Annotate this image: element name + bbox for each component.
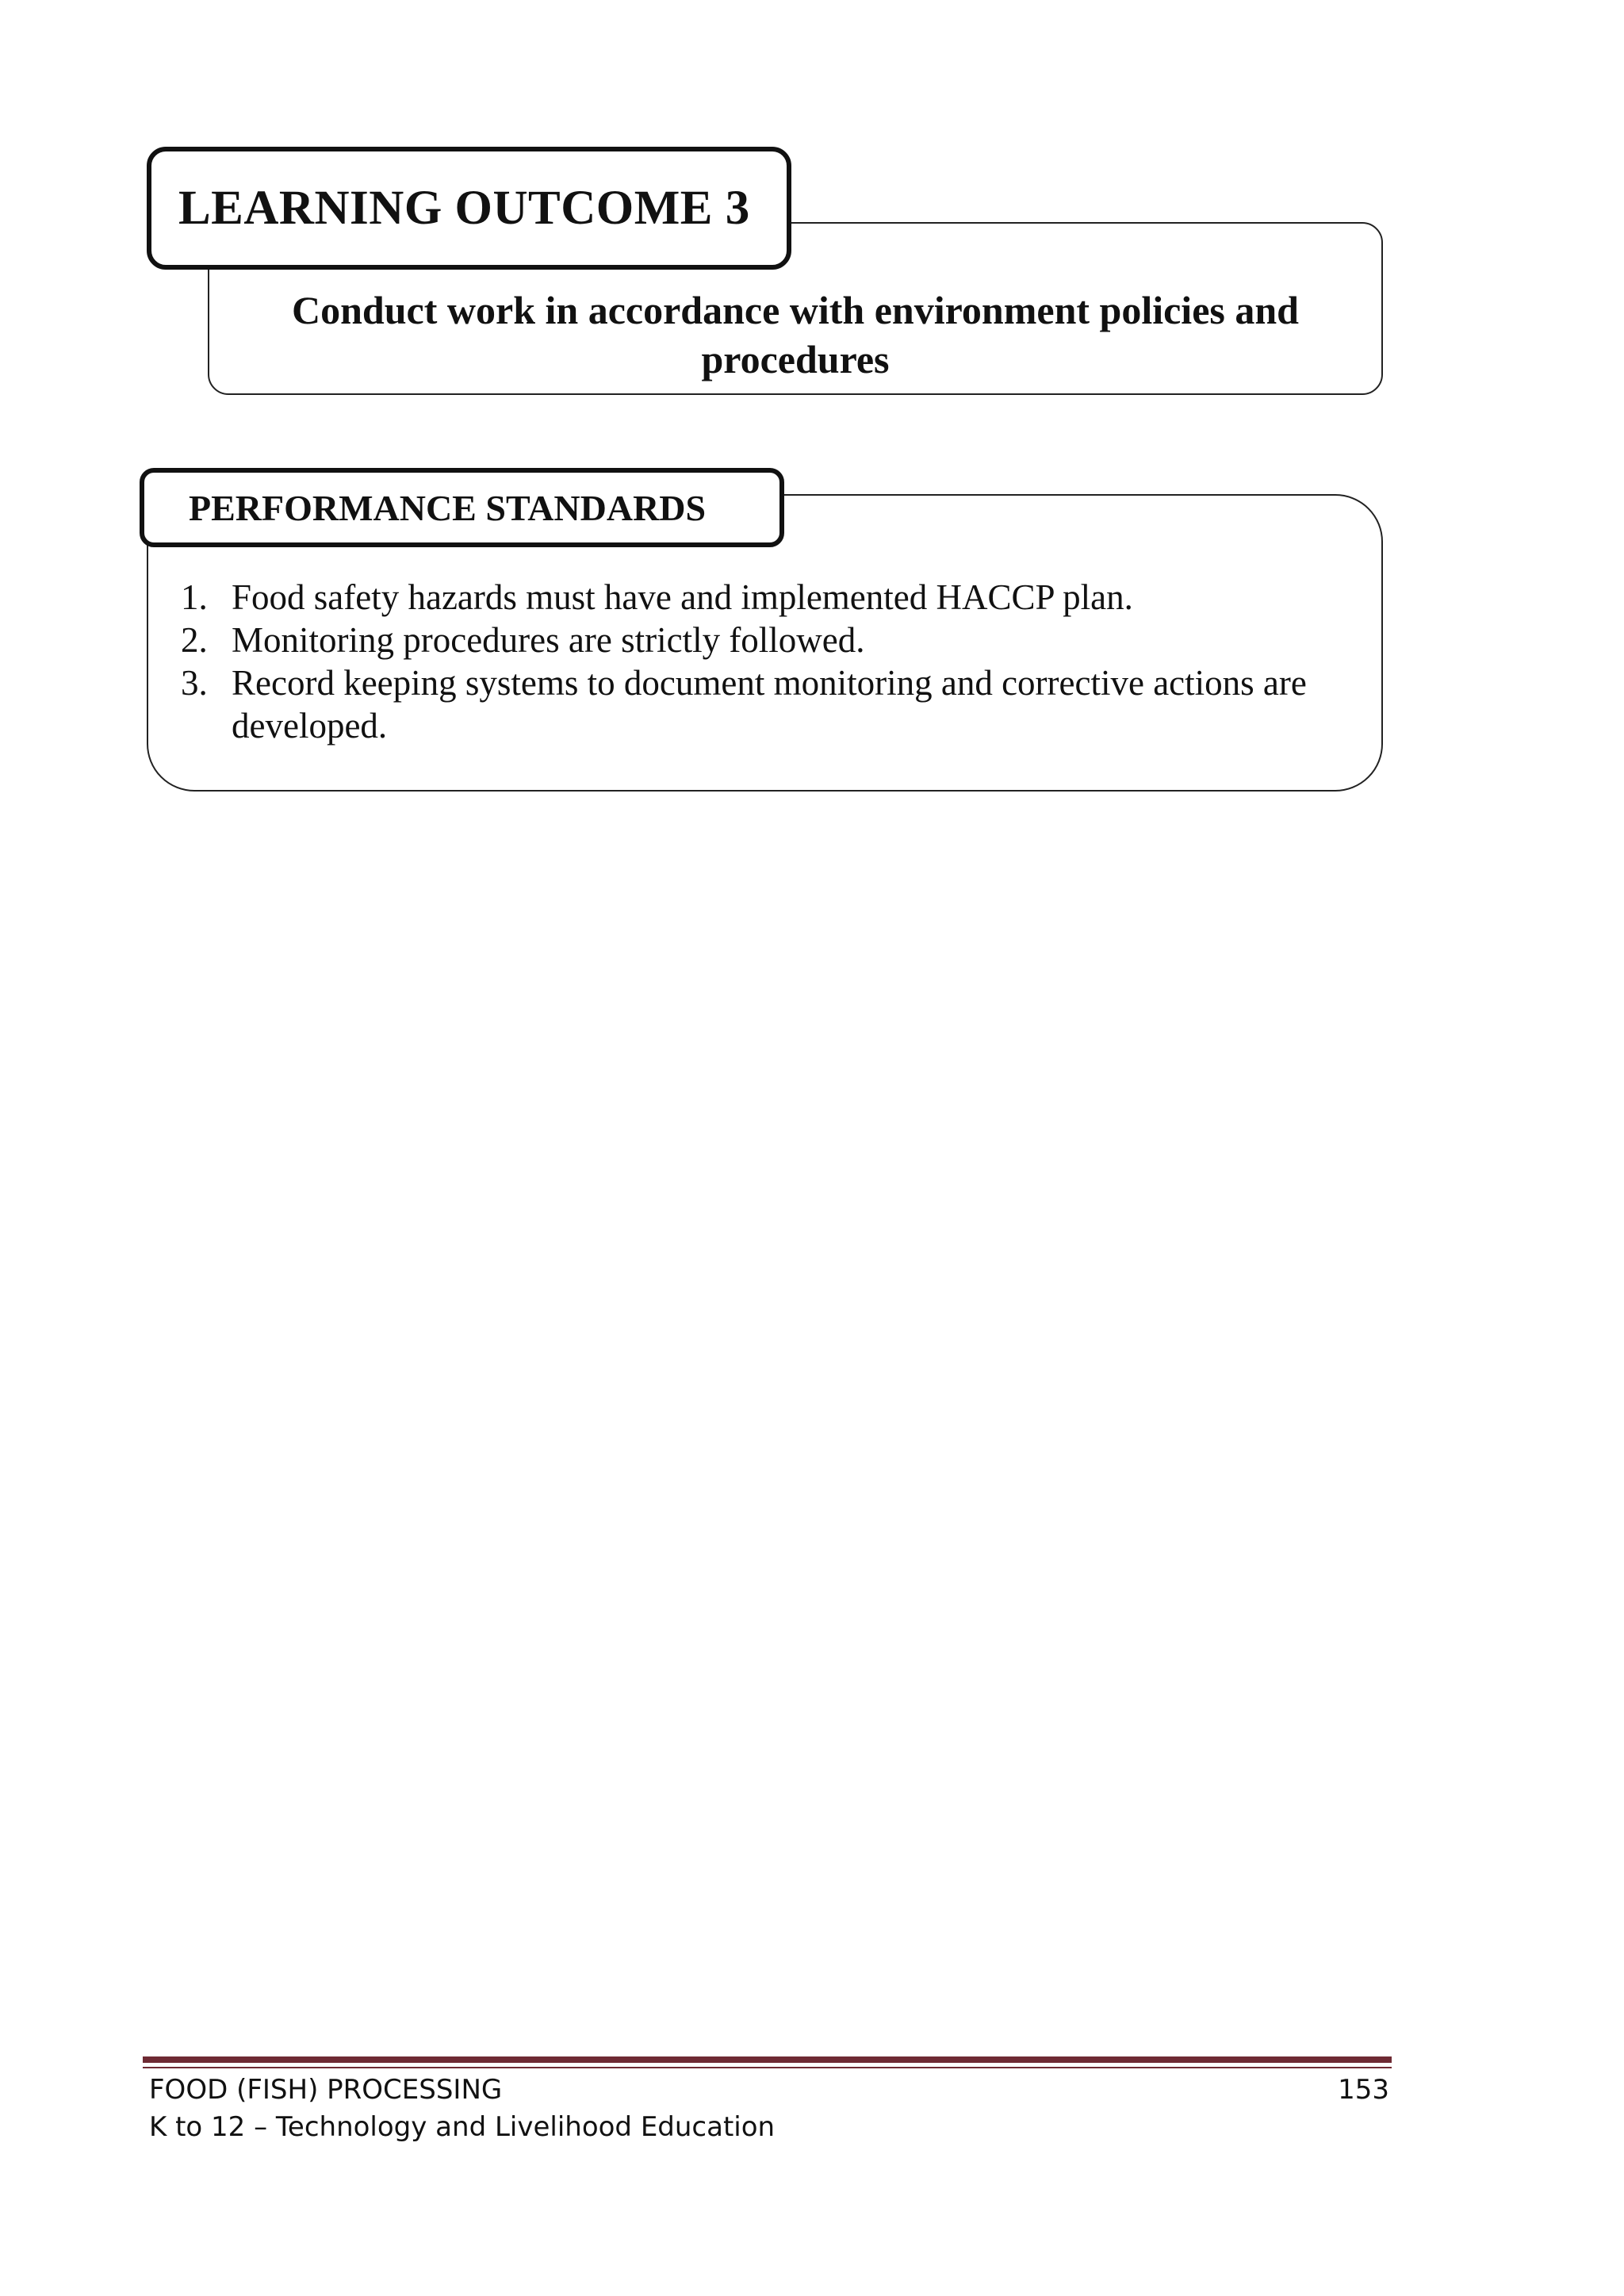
page-number: 153	[1338, 2074, 1389, 2106]
performance-standards-list	[181, 576, 1323, 747]
learning-outcome-description: Conduct work in accordance with environment policies and procedures	[292, 288, 1299, 381]
list-item-text: Monitoring procedures are strictly followed.	[232, 620, 865, 660]
list-item-text: Food safety hazards must have and implemented HACCP plan.	[232, 577, 1133, 617]
list-item-text: Record keeping systems to document monitoring and corrective actions are developed.	[232, 663, 1307, 746]
list-item	[181, 661, 1323, 747]
performance-standards-title: PERFORMANCE STANDARDS	[189, 487, 707, 528]
list-item	[181, 619, 1323, 661]
footer-subject: FOOD (FISH) PROCESSING	[149, 2074, 503, 2106]
list-item-number: 1.	[181, 577, 208, 617]
page-footer	[149, 2072, 1389, 2146]
list-item	[181, 576, 1323, 619]
footer-rule-thin	[143, 2067, 1392, 2068]
learning-outcome-title: LEARNING OUTCOME 3	[178, 181, 750, 235]
footer-rule	[143, 2056, 1392, 2063]
list-item-number: 3.	[181, 663, 208, 703]
list-item-number: 2.	[181, 620, 208, 660]
footer-program: K to 12 – Technology and Livelihood Education	[149, 2111, 776, 2143]
performance-standards-tab	[140, 468, 784, 547]
learning-outcome-tab	[147, 147, 791, 270]
